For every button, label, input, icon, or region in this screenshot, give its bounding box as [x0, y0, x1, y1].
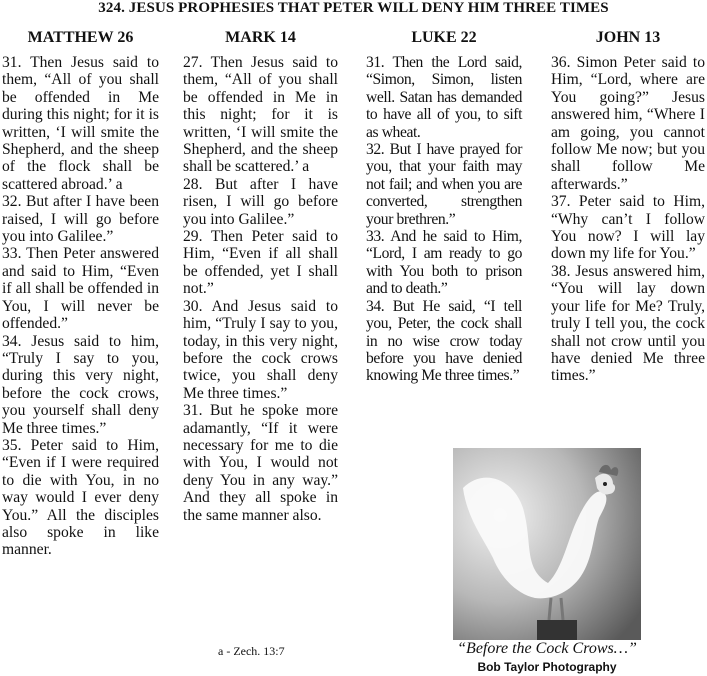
verse-paragraph: 32. But I have prayed for you, that your faith may not fail; and when you are converted, strengthen your brethren.” [366, 141, 522, 228]
column-heading-john: JOHN 13 [595, 29, 661, 46]
verse-paragraph: 34. Jesus said to him, “Truly I say to you, during this very night, before the cock crows, you yourself shall deny Me three times.” [2, 332, 159, 437]
photo-credit: Bob Taylor Photography [477, 660, 617, 674]
column-heading-mark: MARK 14 [225, 29, 296, 46]
photo-caption: “Before the Cock Crows…” [457, 640, 637, 657]
column-matthew [2, 54, 159, 559]
verse-paragraph: 35. Peter said to Him, “Even if I were required to die with You, in no way would I ever deny You.” All the disciples also spoke in like manner. [2, 436, 159, 559]
verse-paragraph: 33. Then Peter answered and said to Him, “Even if all shall be offended in You, I will never be offended.” [2, 245, 159, 333]
page-title: 324. JESUS PROPHESIES THAT PETER WILL DENY HIM THREE TIMES [98, 0, 609, 16]
verse-paragraph: 30. And Jesus said to him, “Truly I say to you, today, in this very night, before the cock crows twice, you shall deny Me three times.” [183, 297, 338, 402]
footnote: a - Zech. 13:7 [218, 644, 285, 658]
verse-paragraph: 32. But after I have been raised, I will go before you into Galilee.” [2, 193, 159, 246]
verse-paragraph: 31. Then Jesus said to them, “All of you shall be offended in Me during this night; for it is written, ‘I will smite the Shepherd, and the sheep of the flock shall be scattered abroad.’ a [2, 54, 159, 193]
verse-paragraph: 38. Jesus answered him, “You will lay down your life for Me? Truly, truly I tell you, the cock shall not crow until you have denied Me three times.” [551, 262, 705, 385]
verse-paragraph: 36. Simon Peter said to Him, “Lord, where are You going?” Jesus answered him, “Where I am going, you cannot follow Me now; but you shall follow Me afterwards.” [551, 54, 705, 193]
verse-paragraph: 31. Then the Lord said, “Simon, Simon, listen well. Satan has demanded to have all of you, to sift as wheat. [366, 54, 522, 141]
column-heading-matthew: MATTHEW 26 [27, 29, 134, 46]
verse-paragraph: 31. But he spoke more adamantly, “If it were necessary for me to die with You, I would not deny You in any way.” And they all spoke in the same manner also. [183, 402, 338, 524]
column-luke [366, 54, 522, 385]
verse-paragraph: 28. But after I have risen, I will go before you into Galilee.” [183, 175, 338, 228]
column-heading-luke: LUKE 22 [411, 29, 477, 46]
verse-paragraph: 34. But He said, “I tell you, Peter, the cock shall in no wise crow today before you have denied knowing Me three times.” [366, 297, 522, 385]
column-john [551, 54, 705, 385]
verse-paragraph: 37. Peter said to Him, “Why can’t I follow You now? I will lay down my life for You.” [551, 193, 705, 263]
column-mark [183, 54, 338, 524]
rooster-photo [453, 448, 641, 640]
verse-paragraph: 29. Then Peter said to Him, “Even if all shall be offended, yet I shall not.” [183, 228, 338, 298]
verse-paragraph: 27. Then Jesus said to them, “All of you shall be offended in Me in this night; for it is written, ‘I will smite the Shepherd, and the sheep shall be scattered.’ a [183, 54, 338, 176]
verse-paragraph: 33. And he said to Him, “Lord, I am ready to go with You both to prison and to death.” [366, 228, 522, 298]
